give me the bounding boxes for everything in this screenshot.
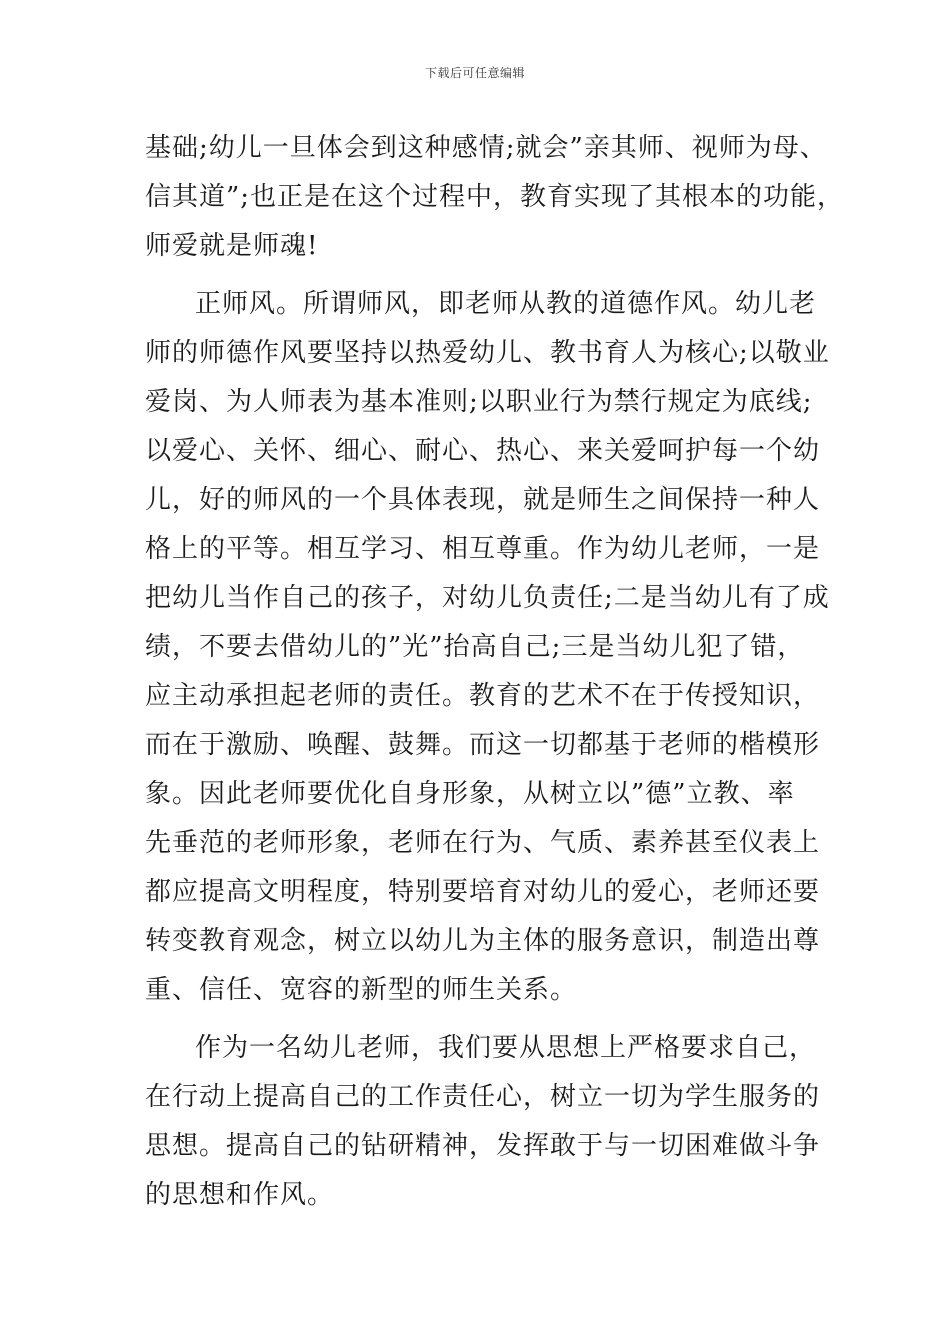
text-line: 绩，不要去借幼儿的”光”抬高自己;三是当幼儿犯了错， <box>145 632 805 662</box>
document-body <box>145 124 845 1220</box>
text-line: 而在于激励、唤醒、鼓舞。而这一切都基于老师的楷模形 <box>145 730 821 760</box>
text-line: 先垂范的老师形象，老师在行为、气质、素养甚至仪表上 <box>145 828 821 858</box>
paragraph-1 <box>145 124 845 271</box>
paragraph-3 <box>145 1024 821 1220</box>
paragraph-gap <box>145 1015 817 1024</box>
text-line: 把幼儿当作自己的孩子，对幼儿负责任;二是当幼儿有了成 <box>145 583 830 613</box>
text-line: 信其道”;也正是在这个过程中，教育实现了其根本的功能， <box>145 182 845 212</box>
text-line: 师爱就是师魂! <box>145 231 319 261</box>
text-line: 爱岗、为人师表为基本准则;以职业行为禁行规定为底线; <box>145 387 813 417</box>
text-line: 都应提高文明程度，特别要培育对幼儿的爱心，老师还要 <box>145 877 821 907</box>
text-line: 作为一名幼儿老师，我们要从思想上严格要求自己， <box>195 1033 817 1063</box>
text-line: 思想。提高自己的钻研精神，发挥敢于与一切困难做斗争 <box>145 1131 821 1161</box>
text-line: 象。因此老师要优化自身形象，从树立以”德”立教、率 <box>145 779 795 809</box>
paragraph-gap <box>145 271 817 280</box>
text-line: 转变教育观念，树立以幼儿为主体的服务意识，制造出尊 <box>145 926 821 956</box>
paragraph-2 <box>145 280 830 1015</box>
text-line: 以爱心、关怀、细心、耐心、热心、来关爱呵护每一个幼 <box>145 436 821 466</box>
text-line: 重、信任、宽容的新型的师生关系。 <box>145 975 578 1005</box>
text-line: 的思想和作风。 <box>145 1180 335 1210</box>
text-line: 正师风。所谓师风，即老师从教的道德作风。幼儿老 <box>195 289 817 319</box>
text-line: 在行动上提高自己的工作责任心，树立一切为学生服务的 <box>145 1082 821 1112</box>
text-line: 格上的平等。相互学习、相互尊重。作为幼儿老师，一是 <box>145 534 821 564</box>
text-line: 师的师德作风要坚持以热爱幼儿、教书育人为核心;以敬业 <box>145 338 830 368</box>
page-header: 下载后可任意编辑 <box>424 66 525 80</box>
text-line: 应主动承担起老师的责任。教育的艺术不在于传授知识， <box>145 681 821 711</box>
text-line: 儿，好的师风的一个具体表现，就是师生之间保持一种人 <box>145 485 821 515</box>
text-line: 基础;幼儿一旦体会到这种感情;就会”亲其师、视师为母、 <box>145 133 827 163</box>
